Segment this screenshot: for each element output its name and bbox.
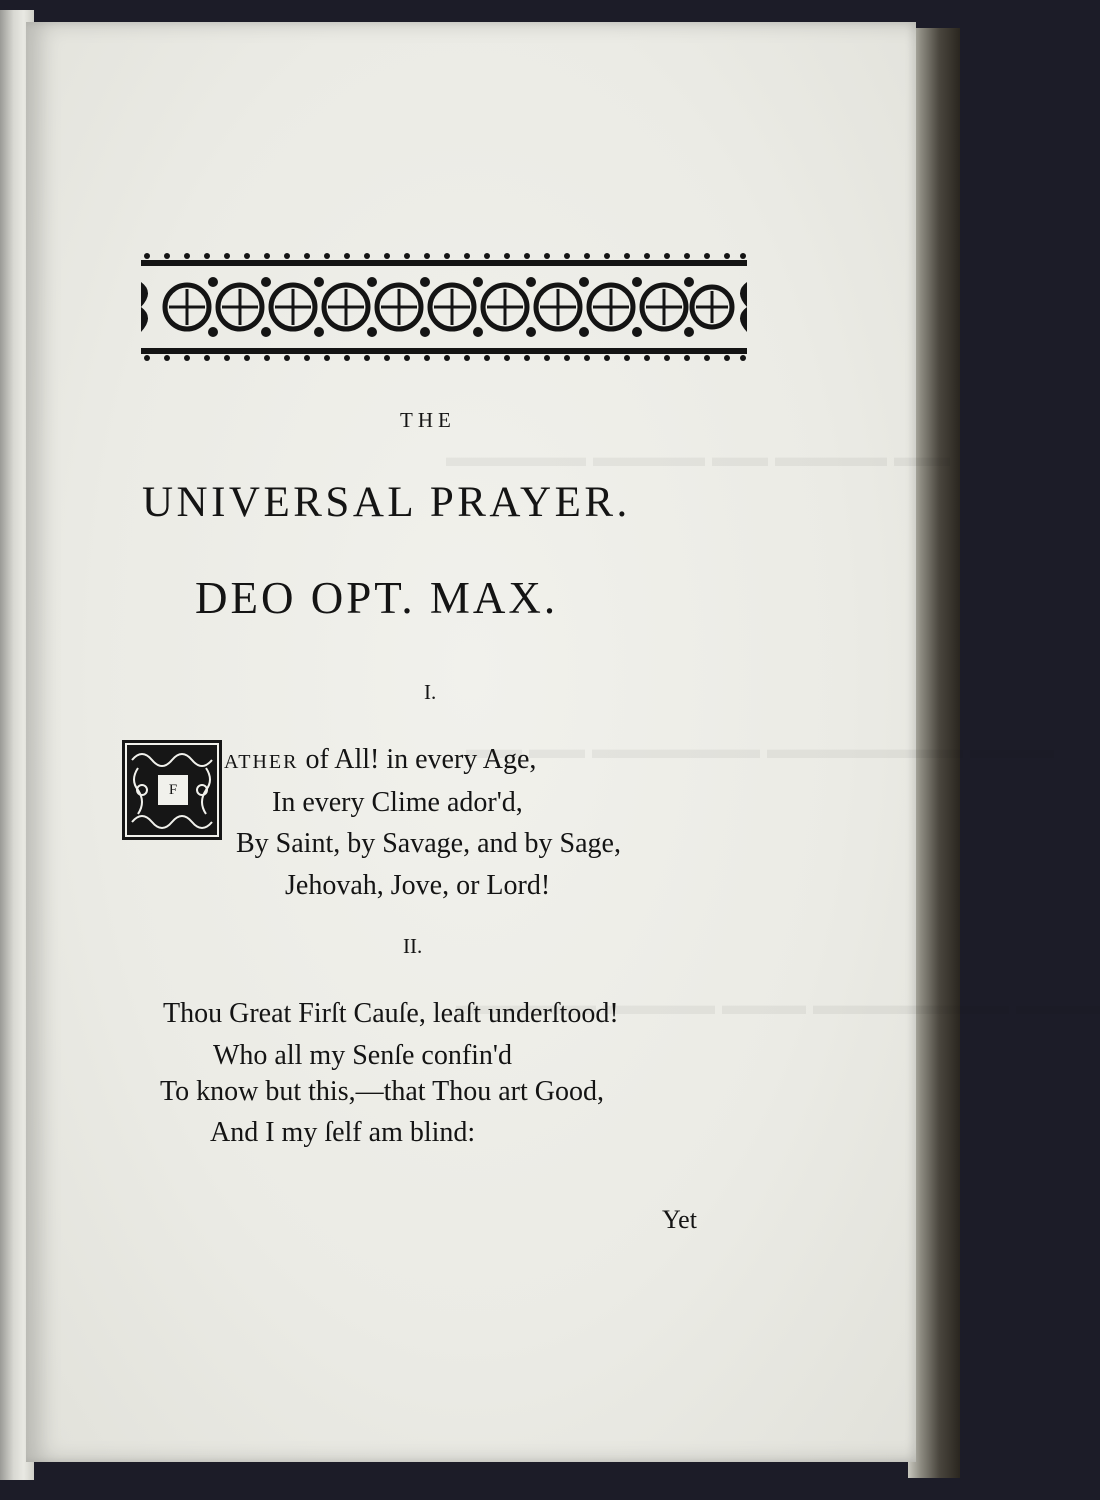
verse-line: Jehovah, Jove, or Lord! <box>285 870 551 901</box>
verse-line: In every Clime ador'd, <box>272 787 523 818</box>
verse-line: And I my ſelf am blind: <box>210 1117 476 1148</box>
stanza-number: II. <box>403 934 423 958</box>
page-subtitle: DEO OPT. MAX. <box>195 573 559 623</box>
headpiece-ornament <box>137 252 751 362</box>
page-title: UNIVERSAL PRAYER. <box>142 479 631 526</box>
show-through-text: ▬▬▬ ▬▬▬▬▬▬▬ ▬▬▬▬▬▬ ▬▬ ▬▬ <box>466 734 1054 765</box>
drop-cap-woodcut <box>122 740 222 840</box>
drop-cap-letter: F <box>157 774 189 806</box>
title-article: THE <box>400 408 456 432</box>
verse-line: By Saint, by Savage, and by Sage, <box>236 828 621 859</box>
catchword: Yet <box>662 1205 697 1234</box>
verse-line <box>224 744 536 776</box>
verse-line-rest: of All! in every Age, <box>298 744 537 775</box>
verse-line: Thou Great Firſt Cauſe, leaſt underſtood! <box>163 998 619 1029</box>
verse-line: Who all my Senſe confin'd <box>213 1040 512 1071</box>
show-through-text: ▬▬▬ ▬▬▬▬▬▬▬ ▬▬▬ ▬▬▬▬ ▬▬▬▬▬ <box>456 990 1100 1021</box>
verse-line: To know but this,—that Thou art Good, <box>160 1076 604 1107</box>
show-through-text: ▬▬ ▬▬▬▬ ▬▬ ▬▬▬▬ ▬▬▬▬▬ <box>446 442 950 473</box>
verse-smallcaps: ATHER <box>224 751 299 773</box>
stanza-number: I. <box>424 680 437 704</box>
